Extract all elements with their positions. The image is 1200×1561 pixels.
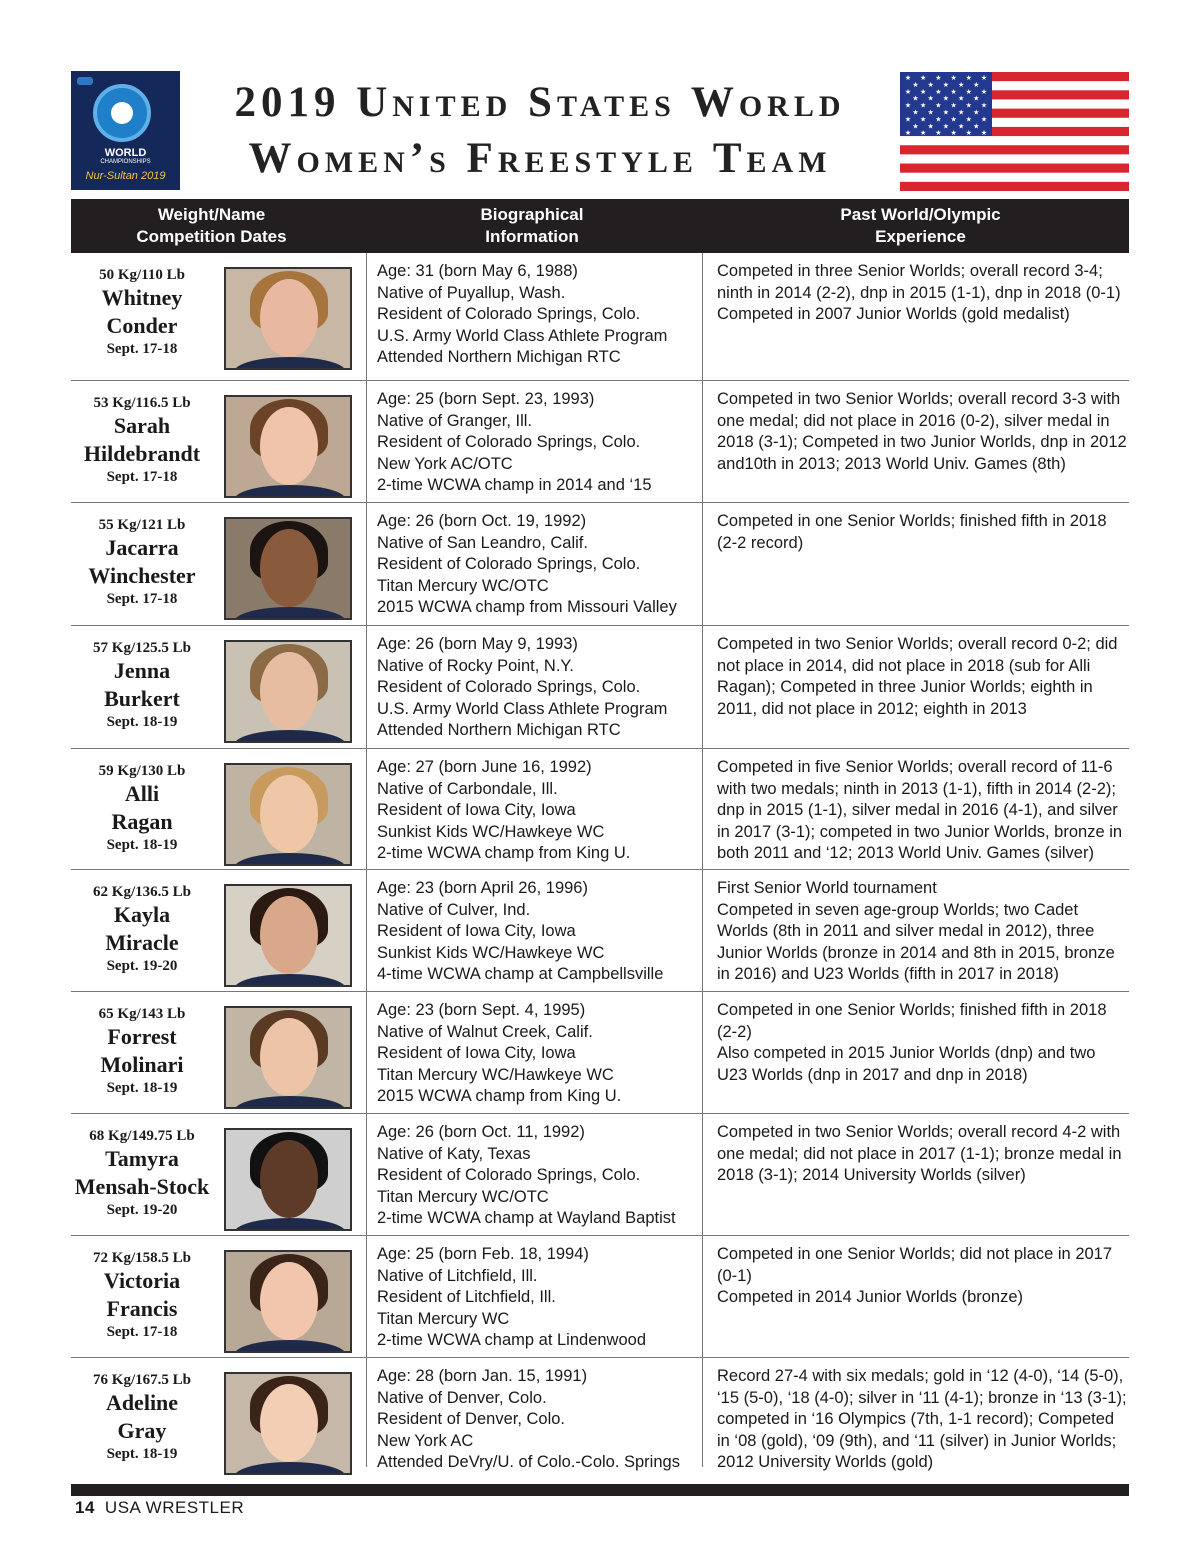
face-shape <box>260 1140 318 1218</box>
bio-line: 2-time WCWA champ at Lindenwood <box>377 1331 647 1350</box>
flag-star: ★ <box>935 88 942 96</box>
flag-star: ★ <box>904 102 912 110</box>
flag-star: ★ <box>980 116 988 124</box>
athlete-photo <box>224 1006 352 1109</box>
bio-line: Age: 26 (born Oct. 11, 1992) <box>377 1123 585 1141</box>
flag-star: ★ <box>950 130 957 138</box>
bio-line: New York AC <box>377 1431 474 1450</box>
bio-line: Titan Mercury WC/OTC <box>377 1187 549 1206</box>
footer <box>75 1498 244 1518</box>
flag-star: ★ <box>912 81 919 89</box>
shirt-shape <box>234 485 346 498</box>
athlete-first-name: Jenna <box>113 658 171 683</box>
bio-line: Resident of Colorado Springs, Colo. <box>377 305 641 324</box>
logo-line-3: Nur-Sultan 2019 <box>85 170 166 182</box>
biographical-info <box>377 1244 707 1352</box>
flag-star: ★ <box>942 81 950 89</box>
athlete-name-block <box>71 749 213 854</box>
shirt-shape <box>234 1462 346 1475</box>
bio-line: Native of Litchfield, Ill. <box>377 1266 538 1285</box>
past-experience: Competed in one Senior Worlds; finished fifth in 2018 (2-2 record) <box>717 512 1107 552</box>
flag-star: ★ <box>904 75 912 82</box>
bio-line: Resident of Colorado Springs, Colo. <box>377 555 641 574</box>
competition-dates: Sept. 17-18 <box>106 591 178 607</box>
shirt-shape <box>234 1218 346 1231</box>
bio-line: Native of Puyallup, Wash. <box>377 283 566 302</box>
competition-dates: Sept. 19-20 <box>106 958 178 974</box>
flag-star: ★ <box>935 130 942 138</box>
flag-star: ★ <box>950 75 957 82</box>
bio-line: Native of Culver, Ind. <box>377 900 531 919</box>
publication-name: USA WRESTLER <box>104 1498 245 1517</box>
past-experience: Competed in two Senior Worlds; overall record 0-2; did not place in 2014, did not place in 2018 (sub for Alli Ragan); Competed in three Junior Worlds; eighth in 2011, did not place in 2012; eighth in 2013 <box>717 635 1118 718</box>
flag-stripe <box>900 136 1129 146</box>
athlete-first-name: Sarah <box>113 413 171 438</box>
athlete-first-name: Jacarra <box>105 535 179 560</box>
flag-star: ★ <box>920 130 927 138</box>
face-shape <box>260 896 318 974</box>
bio-line: 4-time WCWA champ at Campbellsville <box>377 965 664 984</box>
flag-star: ★ <box>965 88 972 96</box>
bio-line: Native of Walnut Creek, Calif. <box>377 1022 593 1041</box>
flag-star: ★ <box>965 116 972 124</box>
athlete-last-name: Mensah-Stock <box>74 1174 210 1199</box>
flag-star: ★ <box>973 109 980 117</box>
page-title-line-2: Women’s Freestyle Team <box>248 135 832 182</box>
athlete-last-name: Gray <box>117 1418 167 1443</box>
athlete-name-block <box>71 1358 213 1463</box>
flag-star: ★ <box>980 130 988 138</box>
athlete-name-block <box>71 992 213 1097</box>
athlete-name-block <box>71 503 213 608</box>
competition-dates: Sept. 17-18 <box>106 1324 178 1340</box>
weight-class: 68 Kg/149.75 Lb <box>89 1128 195 1144</box>
bio-line: Native of Katy, Texas <box>377 1144 531 1163</box>
athlete-photo <box>224 884 352 987</box>
bio-line: 2-time WCWA champ at Wayland Baptist <box>377 1209 676 1228</box>
table-row <box>71 381 1129 503</box>
bio-line: Resident of Denver, Colo. <box>377 1410 566 1429</box>
biographical-info <box>377 1122 707 1230</box>
athlete-last-name: Ragan <box>111 809 173 834</box>
bio-line: Resident of Colorado Springs, Colo. <box>377 433 641 452</box>
athlete-name-block <box>71 626 213 731</box>
face-shape <box>260 1262 318 1340</box>
bio-line: Titan Mercury WC <box>377 1309 510 1328</box>
weight-class: 65 Kg/143 Lb <box>98 1006 186 1022</box>
athlete-name-block <box>71 870 213 975</box>
competition-dates: Sept. 18-19 <box>106 1080 178 1096</box>
athlete-photo <box>224 1372 352 1475</box>
logo-line-2: CHAMPIONSHIPS <box>100 159 151 165</box>
bio-line: Age: 31 (born May 6, 1988) <box>377 262 578 280</box>
flag-star: ★ <box>973 95 980 103</box>
bio-line: Sunkist Kids WC/Hawkeye WC <box>377 943 605 962</box>
athlete-first-name: Whitney <box>101 285 183 310</box>
bio-line: 2015 WCWA champ from King U. <box>377 1087 622 1106</box>
flag-star: ★ <box>912 123 919 131</box>
flag-star: ★ <box>920 116 927 124</box>
bio-line: Native of San Leandro, Calif. <box>377 533 588 552</box>
competition-dates: Sept. 18-19 <box>106 1446 178 1462</box>
weight-class: 53 Kg/116.5 Lb <box>93 395 191 411</box>
flag-star: ★ <box>927 81 934 89</box>
competition-dates: Sept. 17-18 <box>106 341 178 357</box>
biographical-info <box>377 634 707 742</box>
athlete-first-name: Tamyra <box>105 1146 179 1171</box>
athlete-last-name: Conder <box>106 313 178 338</box>
weight-class: 59 Kg/130 Lb <box>98 763 186 779</box>
face-shape <box>260 652 318 730</box>
athlete-last-name: Hildebrandt <box>83 441 201 466</box>
face-shape <box>260 1384 318 1462</box>
flag-star: ★ <box>965 130 972 138</box>
flag-star: ★ <box>980 88 988 96</box>
us-flag-icon <box>900 72 1129 191</box>
bio-line: U.S. Army World Class Athlete Program <box>377 326 668 345</box>
biographical-info <box>377 511 707 619</box>
bio-line: 2015 WCWA champ from Missouri Valley <box>377 598 677 617</box>
biographical-info <box>377 389 707 497</box>
athlete-first-name: Victoria <box>103 1268 181 1293</box>
flag-star: ★ <box>920 88 927 96</box>
athlete-photo <box>224 640 352 743</box>
bio-line: U.S. Army World Class Athlete Program <box>377 699 668 718</box>
past-experience: Competed in one Senior Worlds; did not place in 2017 (0-1) Competed in 2014 Junior Worlds (bronze) <box>717 1245 1113 1307</box>
bio-line: Age: 28 (born Jan. 15, 1991) <box>377 1367 588 1385</box>
bio-line: Attended Northern Michigan RTC <box>377 348 621 367</box>
flag-star: ★ <box>950 116 957 124</box>
shirt-shape <box>234 357 346 370</box>
flag-star: ★ <box>927 123 934 131</box>
past-experience: Competed in five Senior Worlds; overall record of 11-6 with two medals; ninth in 2013 (1-1), fifth in 2014 (2-2); dnp in 2015 (1-1), silver medal in 2016 (4-1), and silver in 2017 (3-1); competed in two Junior Worlds, bronze in both 2011 and ‘12; 2013 World Univ. Games (silver) <box>717 758 1123 863</box>
weight-class: 57 Kg/125.5 Lb <box>93 640 191 656</box>
past-experience: Competed in two Senior Worlds; overall record 3-3 with one medal; did not place in 2016 (0-2), silver medal in 2018 (3-1); Competed in two Junior Worlds, dnp in 2012 and10th in 2013; 2013 World Univ. Games (8th) <box>717 390 1127 473</box>
championship-logo <box>71 71 180 190</box>
table-row <box>71 749 1129 870</box>
table-row <box>71 1358 1129 1472</box>
athlete-last-name: Burkert <box>104 686 180 711</box>
bio-line: 2-time WCWA champ in 2014 and ‘15 <box>377 476 652 495</box>
header-experience: Past World/Olympic Experience <box>840 205 1001 246</box>
header-weight-name: Weight/Name Competition Dates <box>136 205 287 246</box>
shirt-shape <box>234 1096 346 1109</box>
flag-stripe <box>900 182 1129 191</box>
bio-line: Age: 27 (born June 16, 1992) <box>377 758 592 776</box>
shirt-shape <box>234 974 346 987</box>
table-row <box>71 253 1129 381</box>
bio-line: Resident of Iowa City, Iowa <box>377 922 576 941</box>
bio-line: Native of Denver, Colo. <box>377 1388 547 1407</box>
competition-dates: Sept. 18-19 <box>106 714 178 730</box>
flag-stripe <box>900 145 1129 155</box>
flag-star: ★ <box>965 102 972 110</box>
table-row <box>71 1114 1129 1236</box>
flag-star: ★ <box>904 130 912 138</box>
bio-line: Sunkist Kids WC/Hawkeye WC <box>377 822 605 841</box>
page-title-line-1: 2019 United States World <box>234 79 846 126</box>
past-experience: Competed in two Senior Worlds; overall record 4-2 with one medal; did not place in 2017 (1-1); bronze medal in 2018 (3-1); 2014 University Worlds (silver) <box>717 1123 1122 1185</box>
athlete-last-name: Miracle <box>105 930 179 955</box>
face-shape <box>260 407 318 485</box>
biographical-info <box>377 1366 707 1474</box>
bio-line: Native of Granger, Ill. <box>377 411 532 430</box>
flag-star: ★ <box>920 102 927 110</box>
athlete-last-name: Francis <box>106 1296 178 1321</box>
flag-star: ★ <box>957 95 965 103</box>
biographical-info <box>377 261 707 369</box>
flag-star: ★ <box>912 95 919 103</box>
weight-class: 50 Kg/110 Lb <box>99 267 185 283</box>
athlete-name-block <box>71 253 213 358</box>
bio-line: Age: 23 (born Sept. 4, 1995) <box>377 1001 586 1019</box>
column-divider <box>366 253 367 1467</box>
shirt-shape <box>234 853 346 866</box>
athlete-photo <box>224 763 352 866</box>
bio-line: Resident of Iowa City, Iowa <box>377 1044 576 1063</box>
bio-line: Age: 26 (born Oct. 19, 1992) <box>377 512 587 530</box>
bio-line: Titan Mercury WC/Hawkeye WC <box>377 1065 614 1084</box>
competition-dates: Sept. 18-19 <box>106 837 178 853</box>
bio-line: Age: 26 (born May 9, 1993) <box>377 635 578 653</box>
shirt-shape <box>234 1340 346 1353</box>
table-row <box>71 626 1129 749</box>
face-shape <box>260 279 318 357</box>
flag-star: ★ <box>927 109 934 117</box>
biographical-info <box>377 757 707 865</box>
bio-line: Resident of Colorado Springs, Colo. <box>377 1166 641 1185</box>
athlete-first-name: Kayla <box>113 902 171 927</box>
face-shape <box>260 1018 318 1096</box>
biographical-info <box>377 878 707 986</box>
biographical-info <box>377 1000 707 1108</box>
flag-star: ★ <box>957 81 965 89</box>
table-row <box>71 992 1129 1114</box>
past-experience: Competed in three Senior Worlds; overall record 3-4; ninth in 2014 (2-2), dnp in 2015 (1-1), dnp in 2018 (0-1) Competed in 2007 Junior Worlds (gold medalist) <box>717 262 1121 324</box>
table-header <box>71 199 1129 253</box>
flag-stripe <box>900 173 1129 183</box>
face-shape <box>260 775 318 853</box>
weight-class: 76 Kg/167.5 Lb <box>93 1372 191 1388</box>
flag-star: ★ <box>942 109 950 117</box>
flag-star: ★ <box>935 75 942 82</box>
shirt-shape <box>234 730 346 743</box>
athlete-last-name: Winchester <box>88 563 196 588</box>
bio-line: Titan Mercury WC/OTC <box>377 576 549 595</box>
uww-badge-icon <box>77 77 93 85</box>
past-experience: First Senior World tournament Competed in seven age-group Worlds; two Cadet Worlds (8th in 2011 and silver medal in 2012), three Junior Worlds (bronze in 2014 and 8th in 2015, bronze in 2016) and U23 Worlds (fifth in 2017 in 2018) <box>717 879 1115 984</box>
shirt-shape <box>234 607 346 620</box>
bio-line: 2-time WCWA champ from King U. <box>377 844 631 863</box>
athlete-first-name: Alli <box>124 781 160 806</box>
athlete-photo <box>224 517 352 620</box>
weight-class: 72 Kg/158.5 Lb <box>93 1250 191 1266</box>
table-row <box>71 1236 1129 1358</box>
athlete-name-block <box>71 381 213 486</box>
flag-star: ★ <box>957 109 965 117</box>
bio-line: Age: 25 (born Sept. 23, 1993) <box>377 390 595 408</box>
flag-star: ★ <box>942 123 950 131</box>
weight-class: 62 Kg/136.5 Lb <box>93 884 191 900</box>
athlete-last-name: Molinari <box>100 1052 184 1077</box>
athlete-name-block <box>71 1236 213 1341</box>
column-divider <box>702 253 703 1467</box>
bio-line: Native of Rocky Point, N.Y. <box>377 656 574 675</box>
bio-line: Age: 23 (born April 26, 1996) <box>377 879 588 897</box>
flag-star: ★ <box>965 75 972 82</box>
flag-star: ★ <box>935 102 942 110</box>
flag-star: ★ <box>950 102 957 110</box>
face-shape <box>260 529 318 607</box>
page-number: 14 <box>75 1498 95 1517</box>
athlete-first-name: Forrest <box>107 1024 177 1049</box>
flag-star: ★ <box>973 81 980 89</box>
bio-line: Resident of Colorado Springs, Colo. <box>377 678 641 697</box>
flag-star: ★ <box>927 95 934 103</box>
athlete-first-name: Adeline <box>105 1390 179 1415</box>
bio-line: New York AC/OTC <box>377 454 513 473</box>
past-experience: Record 27-4 with six medals; gold in ‘12 (4-0), ‘14 (5-0), ‘15 (5-0), ‘18 (4-0); silver in ‘11 (4-1); bronze in ‘13 (3-1); competed in ‘16 Olympics (7th, 1-1 record); Competed in ‘08 (gold), ‘09 (9th), and ‘11 (silver) in Junior Worlds; 2012 University Worlds (gold) <box>717 1367 1127 1472</box>
footer-bar <box>71 1484 1129 1496</box>
weight-class: 55 Kg/121 Lb <box>98 517 186 533</box>
athlete-photo <box>224 1250 352 1353</box>
header-bio: Biographical Information <box>480 205 584 246</box>
bio-line: Native of Carbondale, Ill. <box>377 779 558 798</box>
bio-line: Age: 25 (born Feb. 18, 1994) <box>377 1245 589 1263</box>
bio-line: Resident of Iowa City, Iowa <box>377 801 576 820</box>
flag-star: ★ <box>904 88 912 96</box>
bio-line: Resident of Litchfield, Ill. <box>377 1288 556 1307</box>
bio-line: Attended Northern Michigan RTC <box>377 721 621 740</box>
table-row <box>71 870 1129 992</box>
flag-star: ★ <box>920 75 927 82</box>
bio-line: Attended DeVry/U. of Colo.-Colo. Springs <box>377 1453 680 1472</box>
wrestler-emblem-icon <box>93 84 151 142</box>
flag-star: ★ <box>912 109 919 117</box>
flag-stripe <box>900 154 1129 164</box>
competition-dates: Sept. 17-18 <box>106 469 178 485</box>
flag-star: ★ <box>942 95 950 103</box>
competition-dates: Sept. 19-20 <box>106 1202 178 1218</box>
past-experience: Competed in one Senior Worlds; finished fifth in 2018 (2-2) Also competed in 2015 Junior Worlds (dnp) and two U23 Worlds (dnp in 2017 and dnp in 2018) <box>717 1001 1107 1084</box>
flag-star: ★ <box>980 102 988 110</box>
flag-star: ★ <box>904 116 912 124</box>
table-row <box>71 503 1129 626</box>
flag-stripe <box>900 164 1129 174</box>
flag-star: ★ <box>973 123 980 131</box>
flag-star: ★ <box>935 116 942 124</box>
athlete-name-block <box>71 1114 213 1219</box>
flag-star: ★ <box>950 88 957 96</box>
athlete-photo <box>224 1128 352 1231</box>
logo-line-1: WORLD <box>104 147 147 159</box>
flag-star: ★ <box>980 75 988 82</box>
athlete-photo <box>224 267 352 370</box>
athlete-photo <box>224 395 352 498</box>
flag-star: ★ <box>957 123 965 131</box>
